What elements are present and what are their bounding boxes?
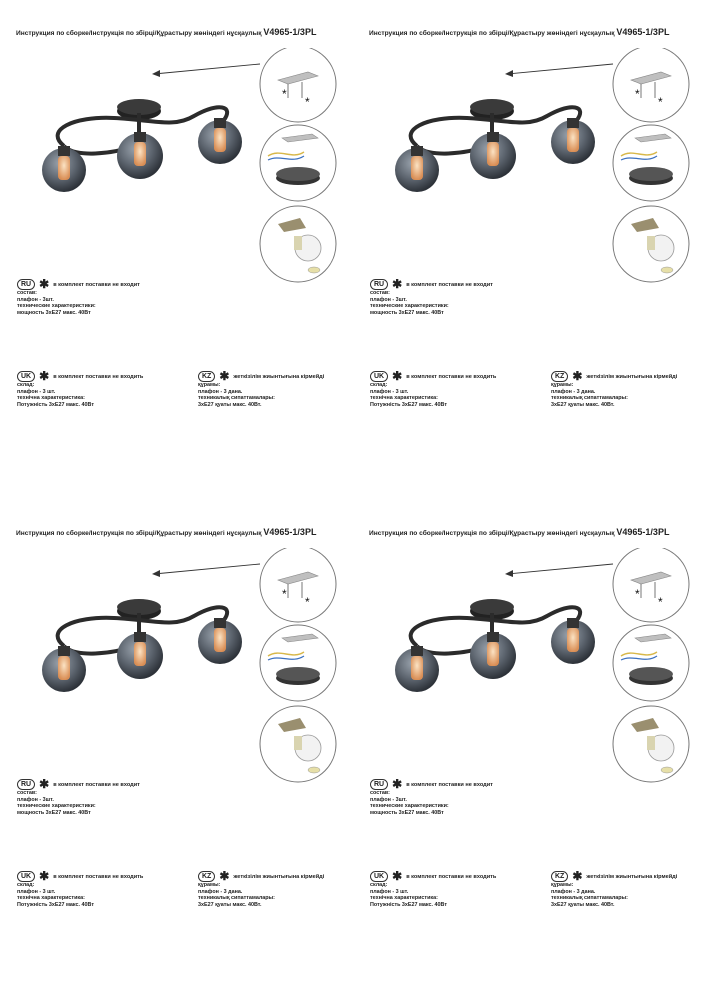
model-number: V4965-1/3PL xyxy=(263,527,317,537)
asterisk-icon: ✱ xyxy=(392,277,403,291)
step-2-wiring xyxy=(260,125,336,201)
spec-line: плафон - 3 дана. xyxy=(551,888,596,895)
not-included-note-kz: жеткізілім жиынтығына кірмейді xyxy=(233,374,325,380)
model-number: V4965-1/3PL xyxy=(616,527,670,537)
spec-line: құрамы: xyxy=(198,882,221,888)
not-included-note-kz: жеткізілім жиынтығына кірмейді xyxy=(586,874,678,880)
spec-line: технічна характеристика: xyxy=(17,395,85,402)
step-3-shade-installation xyxy=(613,206,689,282)
spec-block-ru xyxy=(370,279,493,316)
spec-line: құрамы: xyxy=(551,382,574,388)
spec-header-ru xyxy=(17,279,140,290)
spec-block-kz xyxy=(198,371,324,408)
panel-top-right xyxy=(353,0,706,500)
title-text: Инструкция по сборке/Інструкція по збірці/Құрастыру жөніндегі нұсқаулық xyxy=(369,530,615,537)
spec-line: мощность 3хЕ27 макс. 40Вт xyxy=(17,309,91,316)
spec-block-ru xyxy=(370,779,493,816)
spec-line: состав: xyxy=(17,790,37,796)
asterisk-icon: ✱ xyxy=(39,777,50,791)
spec-line: 3хЕ27 қуаты макс. 40Вт. xyxy=(198,901,262,908)
spec-line: техникалық сипаттамалары: xyxy=(198,395,275,402)
instruction-title xyxy=(16,27,316,37)
step-3-shade-installation xyxy=(260,706,336,782)
spec-line: плафон - 3 дана. xyxy=(198,888,243,895)
spec-line: состав: xyxy=(370,790,390,796)
asterisk-icon: ✱ xyxy=(392,369,403,383)
spec-header-uk xyxy=(17,871,143,882)
spec-line: құрамы: xyxy=(551,882,574,888)
not-included-note-uk: в комплект поставки не входить xyxy=(53,374,144,380)
spec-header-kz xyxy=(198,371,324,382)
language-badge-uk: UK xyxy=(370,371,388,382)
spec-line: плафон - 3 шт. xyxy=(370,888,409,895)
step-2-wiring xyxy=(260,625,336,701)
svg-text:*: * xyxy=(635,87,640,101)
spec-block-uk xyxy=(370,871,496,908)
language-badge-uk: UK xyxy=(17,371,35,382)
spec-header-ru xyxy=(370,779,493,790)
spec-line: 3хЕ27 қуаты макс. 40Вт. xyxy=(551,901,615,908)
spec-line: мощность 3хЕ27 макс. 40Вт xyxy=(370,809,444,816)
language-badge-kz: KZ xyxy=(198,871,215,882)
spec-line: мощность 3хЕ27 макс. 40Вт xyxy=(17,809,91,816)
spec-block-uk xyxy=(17,871,143,908)
language-badge-kz: KZ xyxy=(551,871,568,882)
language-badge-uk: UK xyxy=(370,871,388,882)
spec-line: технические характеристики: xyxy=(17,303,96,310)
step-1-mounting-bracket xyxy=(260,548,336,622)
spec-block-uk xyxy=(370,371,496,408)
shade-right xyxy=(198,118,242,164)
language-badge-ru: RU xyxy=(370,279,388,290)
assembly-steps xyxy=(611,548,691,788)
svg-text:*: * xyxy=(635,587,640,601)
spec-line: состав: xyxy=(370,290,390,296)
spec-header-uk xyxy=(17,371,143,382)
svg-text:*: * xyxy=(658,95,663,109)
spec-line: плафон - 3 дана. xyxy=(551,388,596,395)
spec-line: 3хЕ27 қуаты макс. 40Вт. xyxy=(198,401,262,408)
spec-line: технические характеристики: xyxy=(370,803,449,810)
spec-line: плафон - 3шт. xyxy=(17,796,54,803)
spec-line: плафон - 3шт. xyxy=(17,296,54,303)
spec-block-ru xyxy=(17,779,140,816)
spec-line: состав: xyxy=(17,290,37,296)
title-text: Инструкция по сборке/Інструкція по збірці/Құрастыру жөніндегі нұсқаулық xyxy=(16,30,262,37)
spec-line: мощность 3хЕ27 макс. 40Вт xyxy=(370,309,444,316)
spec-header-ru xyxy=(370,279,493,290)
step-1-mounting-bracket xyxy=(613,548,689,622)
spec-line: 3хЕ27 қуаты макс. 40Вт. xyxy=(551,401,615,408)
language-badge-ru: RU xyxy=(370,779,388,790)
shade-center xyxy=(470,132,516,179)
spec-block-kz xyxy=(551,871,677,908)
asterisk-icon: ✱ xyxy=(572,369,583,383)
spec-block-kz xyxy=(198,871,324,908)
asterisk-icon: ✱ xyxy=(219,869,230,883)
not-included-note-ru: в комплект поставки не входит xyxy=(406,782,493,788)
spec-line: Потужність 3хЕ27 макс. 40Вт xyxy=(17,401,94,408)
model-number: V4965-1/3PL xyxy=(616,27,670,37)
spec-line: технические характеристики: xyxy=(17,803,96,810)
svg-text:*: * xyxy=(305,595,310,609)
not-included-note-kz: жеткізілім жиынтығына кірмейді xyxy=(586,374,678,380)
panel-bottom-left xyxy=(0,500,353,1000)
svg-text:*: * xyxy=(282,87,287,101)
not-included-note-kz: жеткізілім жиынтығына кірмейді xyxy=(233,874,325,880)
spec-line: Потужність 3хЕ27 макс. 40Вт xyxy=(370,901,447,908)
spec-line: плафон - 3 шт. xyxy=(17,888,56,895)
model-number: V4965-1/3PL xyxy=(263,27,317,37)
assembly-steps xyxy=(258,48,338,288)
instruction-title xyxy=(369,527,669,537)
title-text: Инструкция по сборке/Інструкція по збірці/Құрастыру жөніндегі нұсқаулық xyxy=(16,530,262,537)
not-included-note-ru: в комплект поставки не входит xyxy=(53,282,140,288)
assembly-steps xyxy=(258,548,338,788)
asterisk-icon: ✱ xyxy=(39,369,50,383)
shade-right xyxy=(551,618,595,664)
spec-block-kz xyxy=(551,371,677,408)
shade-right xyxy=(198,618,242,664)
spec-line: плафон - 3шт. xyxy=(370,296,407,303)
shade-center xyxy=(470,632,516,679)
language-badge-uk: UK xyxy=(17,871,35,882)
spec-block-uk xyxy=(17,371,143,408)
asterisk-icon: ✱ xyxy=(392,869,403,883)
spec-line: плафон - 3 шт. xyxy=(17,388,56,395)
spec-header-uk xyxy=(370,871,496,882)
spec-block-ru xyxy=(17,279,140,316)
spec-header-kz xyxy=(551,871,677,882)
svg-text:*: * xyxy=(658,595,663,609)
spec-line: плафон - 3 дана. xyxy=(198,388,243,395)
spec-line: склад: xyxy=(17,882,35,888)
spec-line: техникалық сипаттамалары: xyxy=(551,395,628,402)
shade-center xyxy=(117,632,163,679)
spec-header-kz xyxy=(198,871,324,882)
spec-line: технічна характеристика: xyxy=(370,395,438,402)
step-1-mounting-bracket xyxy=(260,48,336,122)
spec-line: склад: xyxy=(370,882,388,888)
language-badge-ru: RU xyxy=(17,279,35,290)
asterisk-icon: ✱ xyxy=(572,869,583,883)
assembly-steps xyxy=(611,48,691,288)
panel-bottom-right xyxy=(353,500,706,1000)
spec-line: технические характеристики: xyxy=(370,303,449,310)
spec-header-uk xyxy=(370,371,496,382)
spec-line: плафон - 3шт. xyxy=(370,796,407,803)
asterisk-icon: ✱ xyxy=(219,369,230,383)
panel-top-left xyxy=(0,0,353,500)
spec-line: плафон - 3 шт. xyxy=(370,388,409,395)
instruction-title xyxy=(369,27,669,37)
shade-right xyxy=(551,118,595,164)
step-3-shade-installation xyxy=(260,206,336,282)
spec-line: склад: xyxy=(370,382,388,388)
language-badge-kz: KZ xyxy=(198,371,215,382)
svg-text:*: * xyxy=(282,587,287,601)
step-3-shade-installation xyxy=(613,706,689,782)
spec-line: Потужність 3хЕ27 макс. 40Вт xyxy=(17,901,94,908)
spec-header-kz xyxy=(551,371,677,382)
svg-text:*: * xyxy=(305,95,310,109)
step-2-wiring xyxy=(613,125,689,201)
spec-line: техникалық сипаттамалары: xyxy=(551,895,628,902)
step-2-wiring xyxy=(613,625,689,701)
asterisk-icon: ✱ xyxy=(39,277,50,291)
shade-center xyxy=(117,132,163,179)
spec-line: технічна характеристика: xyxy=(17,895,85,902)
spec-line: техникалық сипаттамалары: xyxy=(198,895,275,902)
not-included-note-ru: в комплект поставки не входит xyxy=(406,282,493,288)
spec-line: технічна характеристика: xyxy=(370,895,438,902)
title-text: Инструкция по сборке/Інструкція по збірці/Құрастыру жөніндегі нұсқаулық xyxy=(369,30,615,37)
language-badge-ru: RU xyxy=(17,779,35,790)
spec-line: склад: xyxy=(17,382,35,388)
language-badge-kz: KZ xyxy=(551,371,568,382)
spec-line: құрамы: xyxy=(198,382,221,388)
not-included-note-uk: в комплект поставки не входить xyxy=(53,874,144,880)
spec-header-ru xyxy=(17,779,140,790)
not-included-note-uk: в комплект поставки не входить xyxy=(406,874,497,880)
instruction-title xyxy=(16,527,316,537)
spec-line: Потужність 3хЕ27 макс. 40Вт xyxy=(370,401,447,408)
not-included-note-uk: в комплект поставки не входить xyxy=(406,374,497,380)
step-1-mounting-bracket xyxy=(613,48,689,122)
not-included-note-ru: в комплект поставки не входит xyxy=(53,782,140,788)
asterisk-icon: ✱ xyxy=(39,869,50,883)
asterisk-icon: ✱ xyxy=(392,777,403,791)
